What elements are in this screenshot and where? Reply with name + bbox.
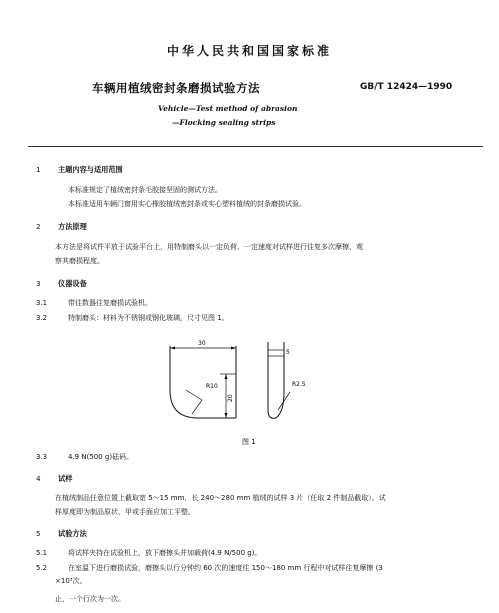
standard-header: 中华人民共和国国家标准: [166, 44, 332, 58]
document-title: 车辆用植绒密封条磨损试验方法: [92, 81, 260, 95]
section-3-heading: [36, 279, 87, 289]
item-number: 5.1: [36, 549, 48, 557]
english-title-line1: Vehicle—Test method of abrasion: [158, 104, 298, 113]
header-divider: [28, 146, 483, 147]
dimension-r10-label: R10: [206, 383, 218, 390]
section-number: 2: [36, 222, 41, 231]
item-number: 5.2: [36, 564, 48, 572]
section-title: 试样: [58, 474, 73, 483]
dimension-height-label: 20: [227, 394, 234, 402]
item-number: 3.3: [36, 453, 48, 461]
section-5-tail: 止，一个行次为一次。: [55, 595, 125, 603]
item-3-2: [36, 313, 229, 323]
item-3-1: [36, 298, 152, 308]
item-number: 3.2: [36, 314, 48, 322]
front-view: [170, 346, 236, 418]
section-title: 试验方法: [58, 529, 87, 538]
item-text: 特制磨头：材料为不锈钢或钢化玻璃，尺寸见图 1。: [68, 314, 229, 322]
section-4-paragraph-line2: 样厚度即为制品原状，甲或手面应加工平整。: [55, 508, 195, 516]
item-text: 带往数器往复磨损试验机。: [68, 299, 152, 307]
section-1-paragraph-1: 本标准规定了植绒密封条毛胶接坚固的测试方法。: [68, 186, 222, 194]
section-title: 主题内容与适用范围: [58, 165, 123, 174]
item-text: 在室温下进行磨损试验，磨擦头以行分钟约 60 次的速度往 150～180 mm 行程中对试样往复摩擦 (3: [68, 564, 383, 572]
section-title: 方法原理: [58, 222, 87, 231]
item-5-2-continuation: ×10³次。: [55, 577, 87, 585]
section-number: 1: [36, 165, 41, 174]
english-title-line2: —Flocking sealing strips: [172, 118, 276, 127]
section-4-heading: [36, 474, 72, 484]
standard-number: GB/T 12424—1990: [360, 82, 453, 92]
figure-1-abrasion-head-drawing: [150, 332, 330, 450]
section-4-paragraph-line1: 在植绒制品任意位置上截取宽 5～15 mm，长 240～280 mm 植绒的试样 3 片（任取 2 件制品截取）。试: [55, 494, 386, 502]
item-number: 3.1: [36, 299, 48, 307]
section-number: 3: [36, 279, 41, 288]
section-1-heading: [36, 165, 123, 175]
figure-caption: 图 1: [242, 438, 256, 446]
section-2-paragraph-line1: 本方法是将试件平放于试验平台上，用特制磨头以一定负荷、一定速度对试样进行往复多次摩擦，观: [55, 243, 363, 251]
section-title: 仪器设备: [58, 279, 87, 288]
item-5-2: [36, 563, 383, 573]
section-2-paragraph-line2: 察其磨损程度。: [55, 257, 104, 265]
section-2-heading: [36, 222, 87, 232]
dimension-thickness-label: 5: [286, 349, 290, 356]
section-1-paragraph-2: 本标准适用车辆门窗用实心橡胶植绒密封条或实心塑料植绒的封条磨损试验。: [68, 200, 306, 208]
dimension-r25-label: R2.5: [292, 381, 306, 388]
item-text: 4.9 N(500 g)砝码。: [68, 453, 134, 461]
item-5-1: [36, 548, 261, 558]
item-text: 将试样夹持在试验机上，放下磨擦头并加载荷(4.9 N/500 g)。: [68, 549, 262, 557]
section-number: 5: [36, 529, 41, 538]
section-5-heading: [36, 529, 87, 539]
item-3-3: [36, 452, 133, 462]
dimension-width-label: 30: [198, 340, 206, 347]
section-number: 4: [36, 474, 41, 483]
